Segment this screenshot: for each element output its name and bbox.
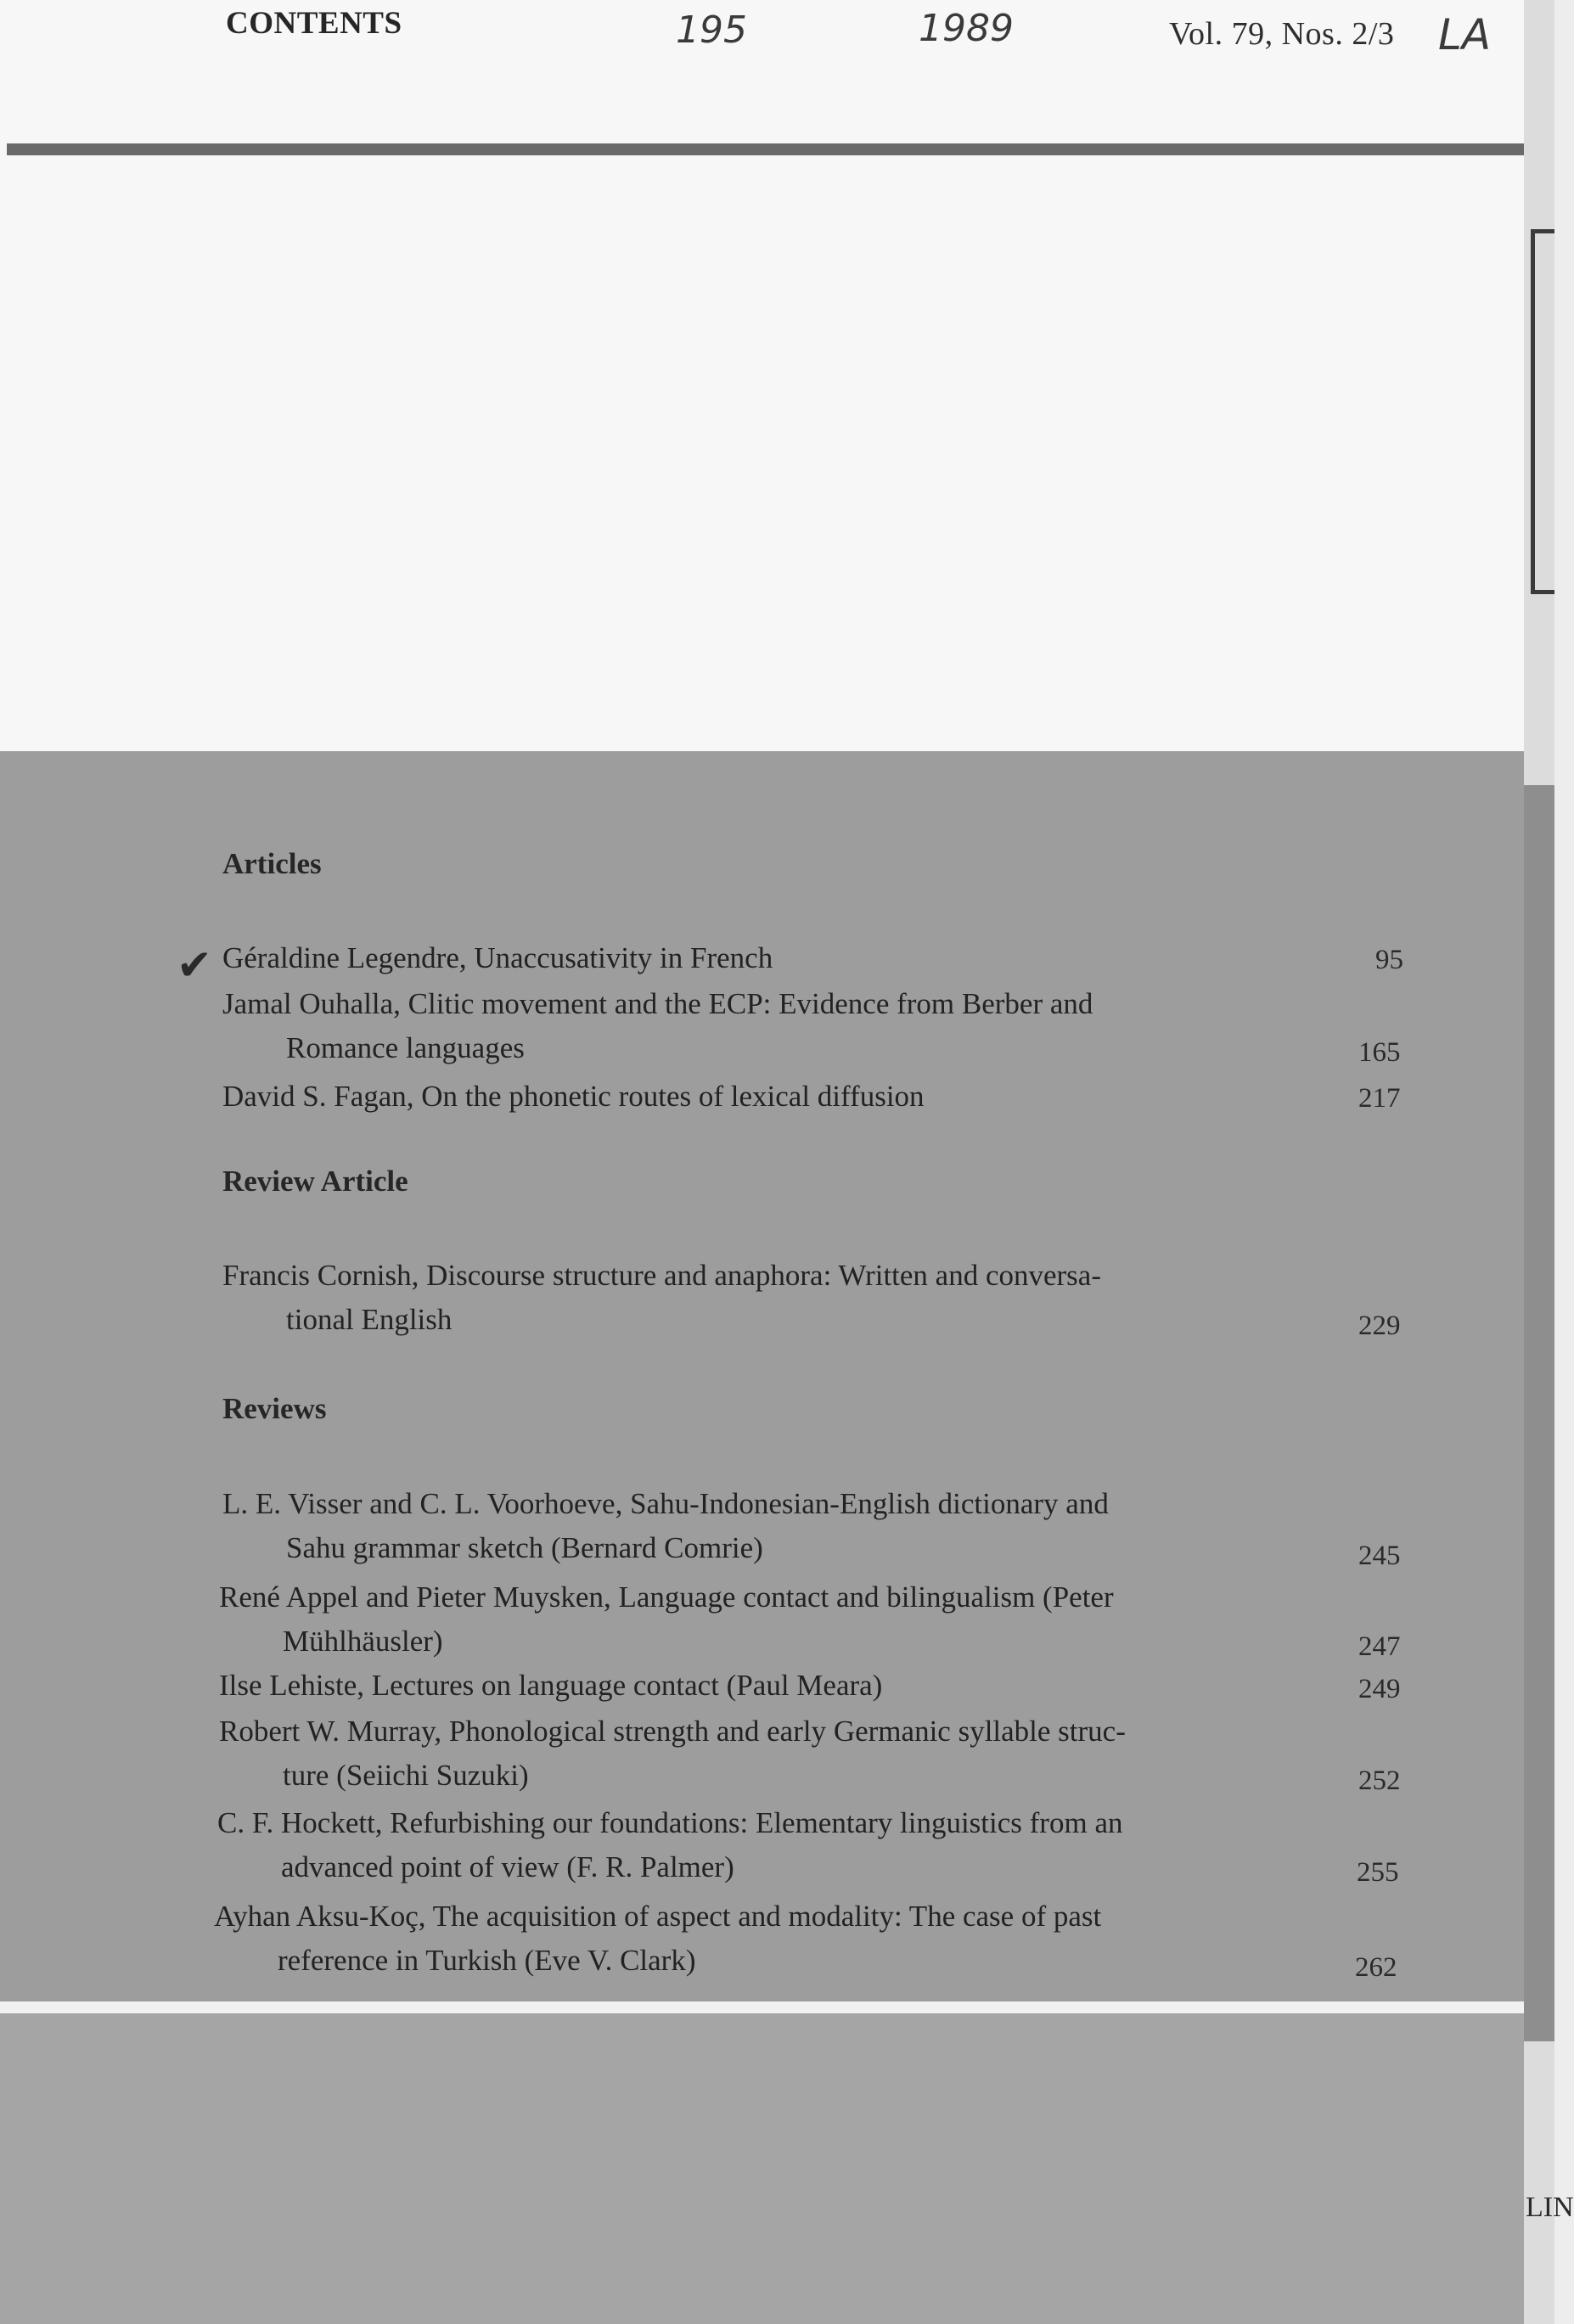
header-rule (7, 143, 1524, 155)
handwritten-note-2: 1989 (919, 7, 1014, 50)
toc-entry-title: Ayhan Aksu-Koç, The acquisition of aspect and modality: The case of past (214, 1900, 1102, 1933)
toc-entry-page: 252 (1358, 1765, 1401, 1796)
toc-entry-title: René Appel and Pieter Muysken, Language contact and bilingualism (Peter (219, 1580, 1114, 1614)
toc-entry-page: 255 (1357, 1857, 1399, 1888)
volume-label: Vol. 79, Nos. 2/3 (1169, 16, 1395, 52)
handwritten-note-1: 195 (676, 8, 747, 52)
toc-entry-title: Ilse Lehiste, Lectures on language contact (Paul Meara) (219, 1669, 883, 1702)
toc-entry-title: Robert W. Murray, Phonological strength and early Germanic syllable struc- (219, 1715, 1126, 1748)
toc-entry-page: 249 (1358, 1674, 1401, 1704)
toc-entry-title-continued: reference in Turkish (Eve V. Clark) (278, 1944, 696, 1977)
check-mark-icon: ✔ (177, 940, 212, 990)
toc-entry-page: 95 (1375, 945, 1403, 975)
toc-entry-page: 247 (1358, 1631, 1401, 1662)
contents-heading: CONTENTS (226, 6, 402, 41)
spine-edge-text: LIN (1526, 2192, 1574, 2223)
toc-entry (222, 1075, 1309, 1119)
toc-entry (217, 1801, 1270, 1889)
toc-entry (219, 1709, 1272, 1798)
toc-entry (219, 1664, 1306, 1708)
toc-entry-title-continued: ture (Seiichi Suzuki) (283, 1759, 529, 1792)
spine-edge-dark (1524, 785, 1554, 2041)
toc-entry-title-continued: Sahu grammar sketch (Bernard Comrie) (286, 1531, 763, 1564)
toc-entry (222, 982, 1275, 1070)
spine-bracket (1531, 229, 1554, 594)
section-title-review-article: Review Article (222, 1165, 408, 1198)
toc-entry-title-continued: Mühlhäusler) (283, 1625, 443, 1658)
toc-entry-title: Francis Cornish, Discourse structure and anaphora: Written and conversa- (222, 1259, 1101, 1292)
toc-entry-title-continued: Romance languages (286, 1031, 525, 1064)
toc-entry-title: David S. Fagan, On the phonetic routes of lexical diffusion (222, 1080, 925, 1113)
toc-entry-page: 229 (1358, 1311, 1401, 1341)
toc-entry-title: Géraldine Legendre, Unaccusativity in French (222, 941, 773, 974)
toc-entry-title: Jamal Ouhalla, Clitic movement and the ECP: Evidence from Berber and (222, 987, 1093, 1020)
toc-entry-page: 217 (1358, 1083, 1401, 1114)
toc-entry-page: 245 (1358, 1541, 1401, 1571)
toc-entry-page: 165 (1358, 1037, 1401, 1068)
section-title-reviews: Reviews (222, 1392, 327, 1425)
toc-entry-title-continued: advanced point of view (F. R. Palmer) (281, 1850, 734, 1883)
toc-entry (214, 1895, 1267, 1983)
toc-entry (219, 1575, 1272, 1664)
handwritten-note-3: LA (1438, 10, 1492, 59)
toc-entry-title-continued: tional English (286, 1303, 453, 1336)
toc-entry (222, 936, 1309, 980)
toc-entry (222, 1482, 1275, 1570)
panel-divider-rule (0, 2001, 1524, 2013)
toc-entry-title: L. E. Visser and C. L. Voorhoeve, Sahu-Indonesian-English dictionary and (222, 1487, 1109, 1520)
cover-bottom-area (0, 2013, 1524, 2324)
section-title-articles: Articles (222, 847, 322, 880)
toc-entry-page: 262 (1355, 1952, 1397, 1983)
toc-entry-title: C. F. Hockett, Refurbishing our foundations: Elementary linguistics from an (217, 1806, 1123, 1839)
cover-top-area (0, 0, 1524, 751)
toc-entry (222, 1254, 1275, 1342)
